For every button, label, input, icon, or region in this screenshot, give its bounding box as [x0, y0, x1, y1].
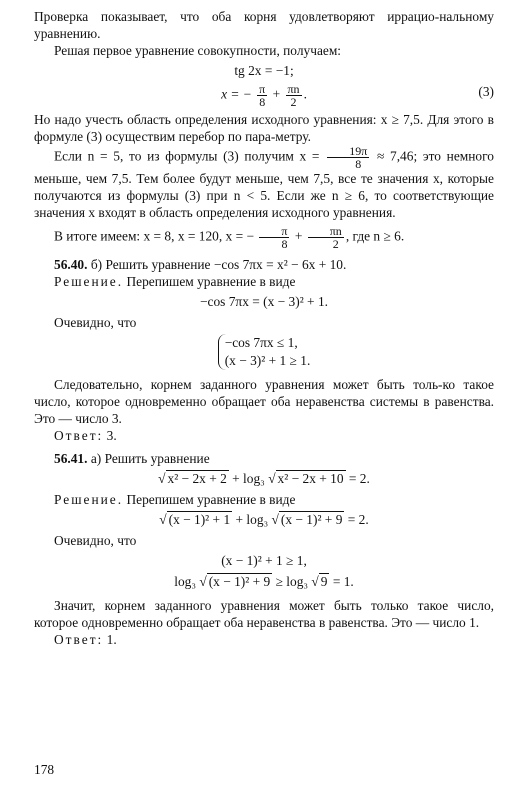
formula-56-41-original: √ x² − 2x + 2 + log₃ √ x² − 2x + 10 = 2.: [158, 471, 370, 486]
paragraph-check: Проверка показывает, что оба корня удовлетворяют иррацио-нальному уравнению.: [34, 9, 494, 41]
problem-56-41-statement: 56.41. а) Решить уравнение: [54, 451, 210, 466]
paragraph-result: В итоге имеем: x = 8, x = 120, x = − $\frac{\pi}{8}$ + $\frac{\pi n}{2}$ , где n ≥ 6.: [54, 224, 405, 251]
system-of-inequalities: [34, 334, 494, 370]
answer-label: Ответ:: [54, 428, 104, 443]
problem-56-40-number: 56.40.: [54, 257, 88, 272]
formula-56-41-rewritten: √ (x − 1)² + 1 + log₃ √ (x − 1)² + 9 = 2.: [159, 512, 369, 527]
obviously-label: Очевидно, что: [54, 533, 137, 548]
obviously-label: Очевидно, что: [54, 315, 137, 330]
formula-3: x = − $\frac{\pi}{8}$ + $\frac{\pi n}{2}$ . (3): [221, 82, 494, 109]
fraction-result-pi-8: $\frac{\pi}{8}$: [259, 225, 289, 250]
problem-56-41-number: 56.41.: [54, 451, 88, 466]
formula-56-40-rewritten: −cos 7πx = (x − 3)² + 1.: [199, 294, 328, 309]
fraction-19pi-8: $\frac{19\pi}{8}$: [327, 145, 369, 170]
problem-56-40-conclusion: Следовательно, корнем заданного уравнения может быть толь-ко такое число, которое одновременно обращает оба неравенства системы в равенства. Это — число 3.: [34, 377, 494, 426]
paragraph-n5: Если n = 5, то из формулы (3) получим x = $\frac{19\pi}{8}$ ≈ 7,46; это немного меньше, чем 7,5. Тем более будут меньше, чем 7,5, все те значения x, которые получаются из формулы (3) при n < 5. Если же n ≥ 6, то соответствующие значения x входят в область определения исходного уравнения.: [34, 144, 494, 220]
problem-56-41-solution: Решение. Перепишем уравнение в виде: [54, 492, 296, 507]
inequality-1: (x − 1)² + 1 ≥ 1,: [221, 553, 307, 568]
formula-3-left: x = −: [221, 86, 252, 102]
inequality-2: log₃ √ (x − 1)² + 9 ≥ log₃ √ 9 = 1.: [174, 574, 354, 589]
problem-56-41-conclusion: Значит, корнем заданного уравнения может быть только такое число, которое одновременно обращает оба неравенства в равенства. Это — число 1.: [34, 598, 494, 630]
solution-label: Решение.: [54, 492, 124, 507]
system-line-2: (x − 3)² + 1 ≥ 1.: [224, 353, 311, 368]
paragraph-domain: Но надо учесть область определения исходного уравнения: x ≥ 7,5. Для этого в формуле (3) осуществим перебор по пара-метру.: [34, 112, 494, 144]
equation-number: (3): [478, 84, 494, 99]
fraction-pin-2: $\frac{\pi n}{2}$: [287, 82, 300, 109]
answer-label: Ответ:: [54, 632, 104, 647]
problem-56-40-solution: Решение. Перепишем уравнение в виде: [54, 274, 296, 289]
solution-label: Решение.: [54, 274, 124, 289]
formula-tg: tg 2x = −1;: [234, 63, 294, 78]
problem-56-40-answer: Ответ: 3.: [54, 428, 117, 443]
system-line-1: −cos 7πx ≤ 1,: [224, 335, 298, 350]
fraction-pi-8: $\frac{\pi}{8}$: [259, 82, 266, 109]
problem-56-40-statement: 56.40. б) Решить уравнение −cos 7πx = x² − 6x + 10.: [54, 257, 347, 272]
page-content: [34, 8, 494, 777]
paragraph-solving: Решая первое уравнение совокупности, получаем:: [54, 43, 342, 58]
fraction-result-pin-2: $\frac{\pi n}{2}$: [308, 225, 344, 250]
page-number: 178: [34, 762, 55, 777]
problem-56-41-answer: Ответ: 1.: [54, 632, 117, 647]
